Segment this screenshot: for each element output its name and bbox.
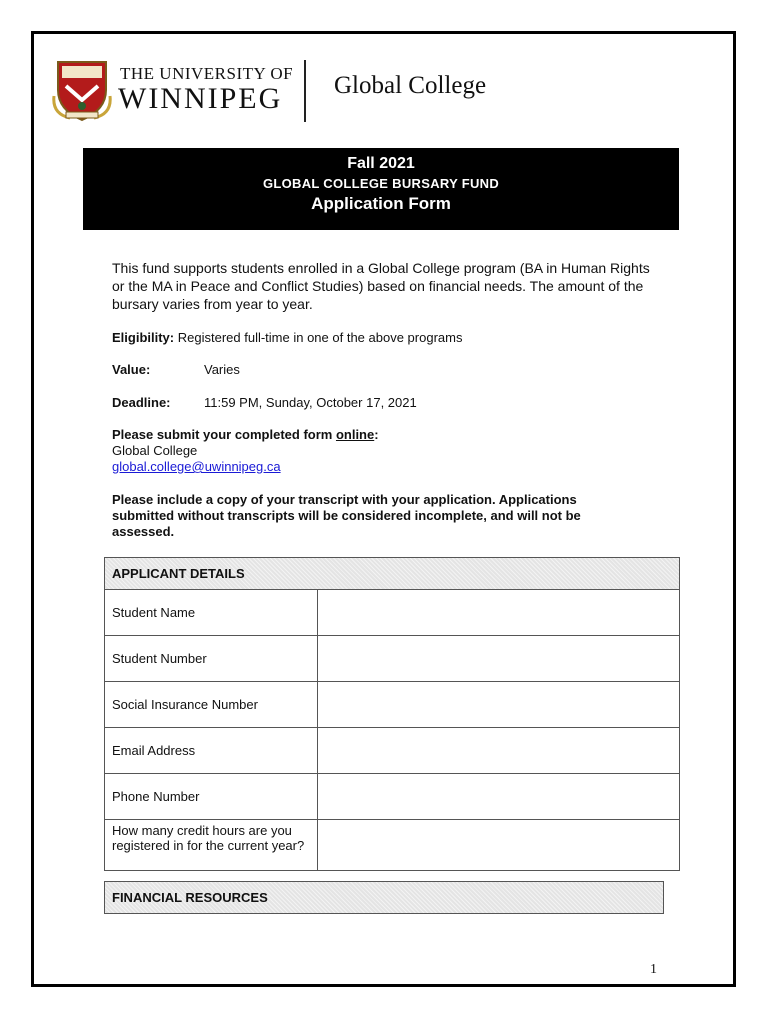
eligibility-value: Registered full-time in one of the above programs — [177, 330, 463, 345]
table-row — [105, 820, 679, 870]
table-row — [105, 682, 679, 728]
credit-hours-field[interactable] — [318, 820, 679, 870]
submit-suffix: : — [374, 427, 379, 442]
deadline-label: Deadline: — [112, 395, 171, 410]
sin-field[interactable] — [318, 682, 679, 727]
deadline-row — [112, 395, 417, 410]
table-row — [105, 636, 679, 682]
financial-resources-heading: FINANCIAL RESOURCES — [104, 881, 664, 914]
email-field[interactable] — [318, 728, 679, 773]
fund-name: GLOBAL COLLEGE BURSARY FUND — [262, 176, 500, 191]
student-number-field[interactable] — [318, 636, 679, 681]
row-label: Social Insurance Number — [105, 682, 318, 727]
submission-instructions — [112, 427, 379, 475]
university-name-line1: THE UNIVERSITY OF — [120, 64, 294, 83]
email-link[interactable]: global.college@uwinnipeg.ca — [112, 459, 281, 474]
row-label: How many credit hours are you registered in for the current year? — [105, 820, 318, 870]
letterhead — [52, 52, 502, 128]
eligibility-row — [112, 330, 462, 345]
submit-org: Global College — [112, 443, 198, 458]
applicant-details-heading: APPLICANT DETAILS — [105, 558, 679, 590]
term-title: Fall 2021 — [347, 155, 415, 172]
university-crest-icon — [52, 56, 112, 122]
applicant-details-table — [104, 557, 680, 871]
page-number: 1 — [650, 962, 657, 977]
college-name: Global College — [334, 72, 487, 99]
header-divider — [304, 60, 306, 122]
table-row — [105, 728, 679, 774]
row-label: Student Name — [105, 590, 318, 635]
submit-prefix: Please submit your completed form — [112, 427, 336, 442]
value-row — [112, 362, 240, 377]
table-row — [105, 590, 679, 636]
form-title: Application Form — [311, 194, 451, 213]
row-label: Student Number — [105, 636, 318, 681]
table-row — [105, 774, 679, 820]
value-label: Value: — [112, 362, 151, 377]
eligibility-label: Eligibility: — [112, 330, 175, 345]
student-name-field[interactable] — [318, 590, 679, 635]
row-label: Phone Number — [105, 774, 318, 819]
title-banner — [83, 148, 679, 230]
submit-online: online — [335, 427, 375, 442]
intro-paragraph: This fund supports students enrolled in a Global College program (BA in Human Rights or the MA in Peace and Conflict Studies) based on financial needs. The amount of the bursary varies from year to year. — [112, 260, 650, 312]
value-value: Varies — [204, 362, 240, 377]
deadline-value: 11:59 PM, Sunday, October 17, 2021 — [204, 395, 417, 410]
university-name-line2: WINNIPEG — [118, 82, 283, 115]
transcript-notice: Please include a copy of your transcript with your application. Applications submitted without transcripts will be considered incomplete, and will not be assessed. — [112, 492, 581, 539]
row-label: Email Address — [105, 728, 318, 773]
phone-field[interactable] — [318, 774, 679, 819]
